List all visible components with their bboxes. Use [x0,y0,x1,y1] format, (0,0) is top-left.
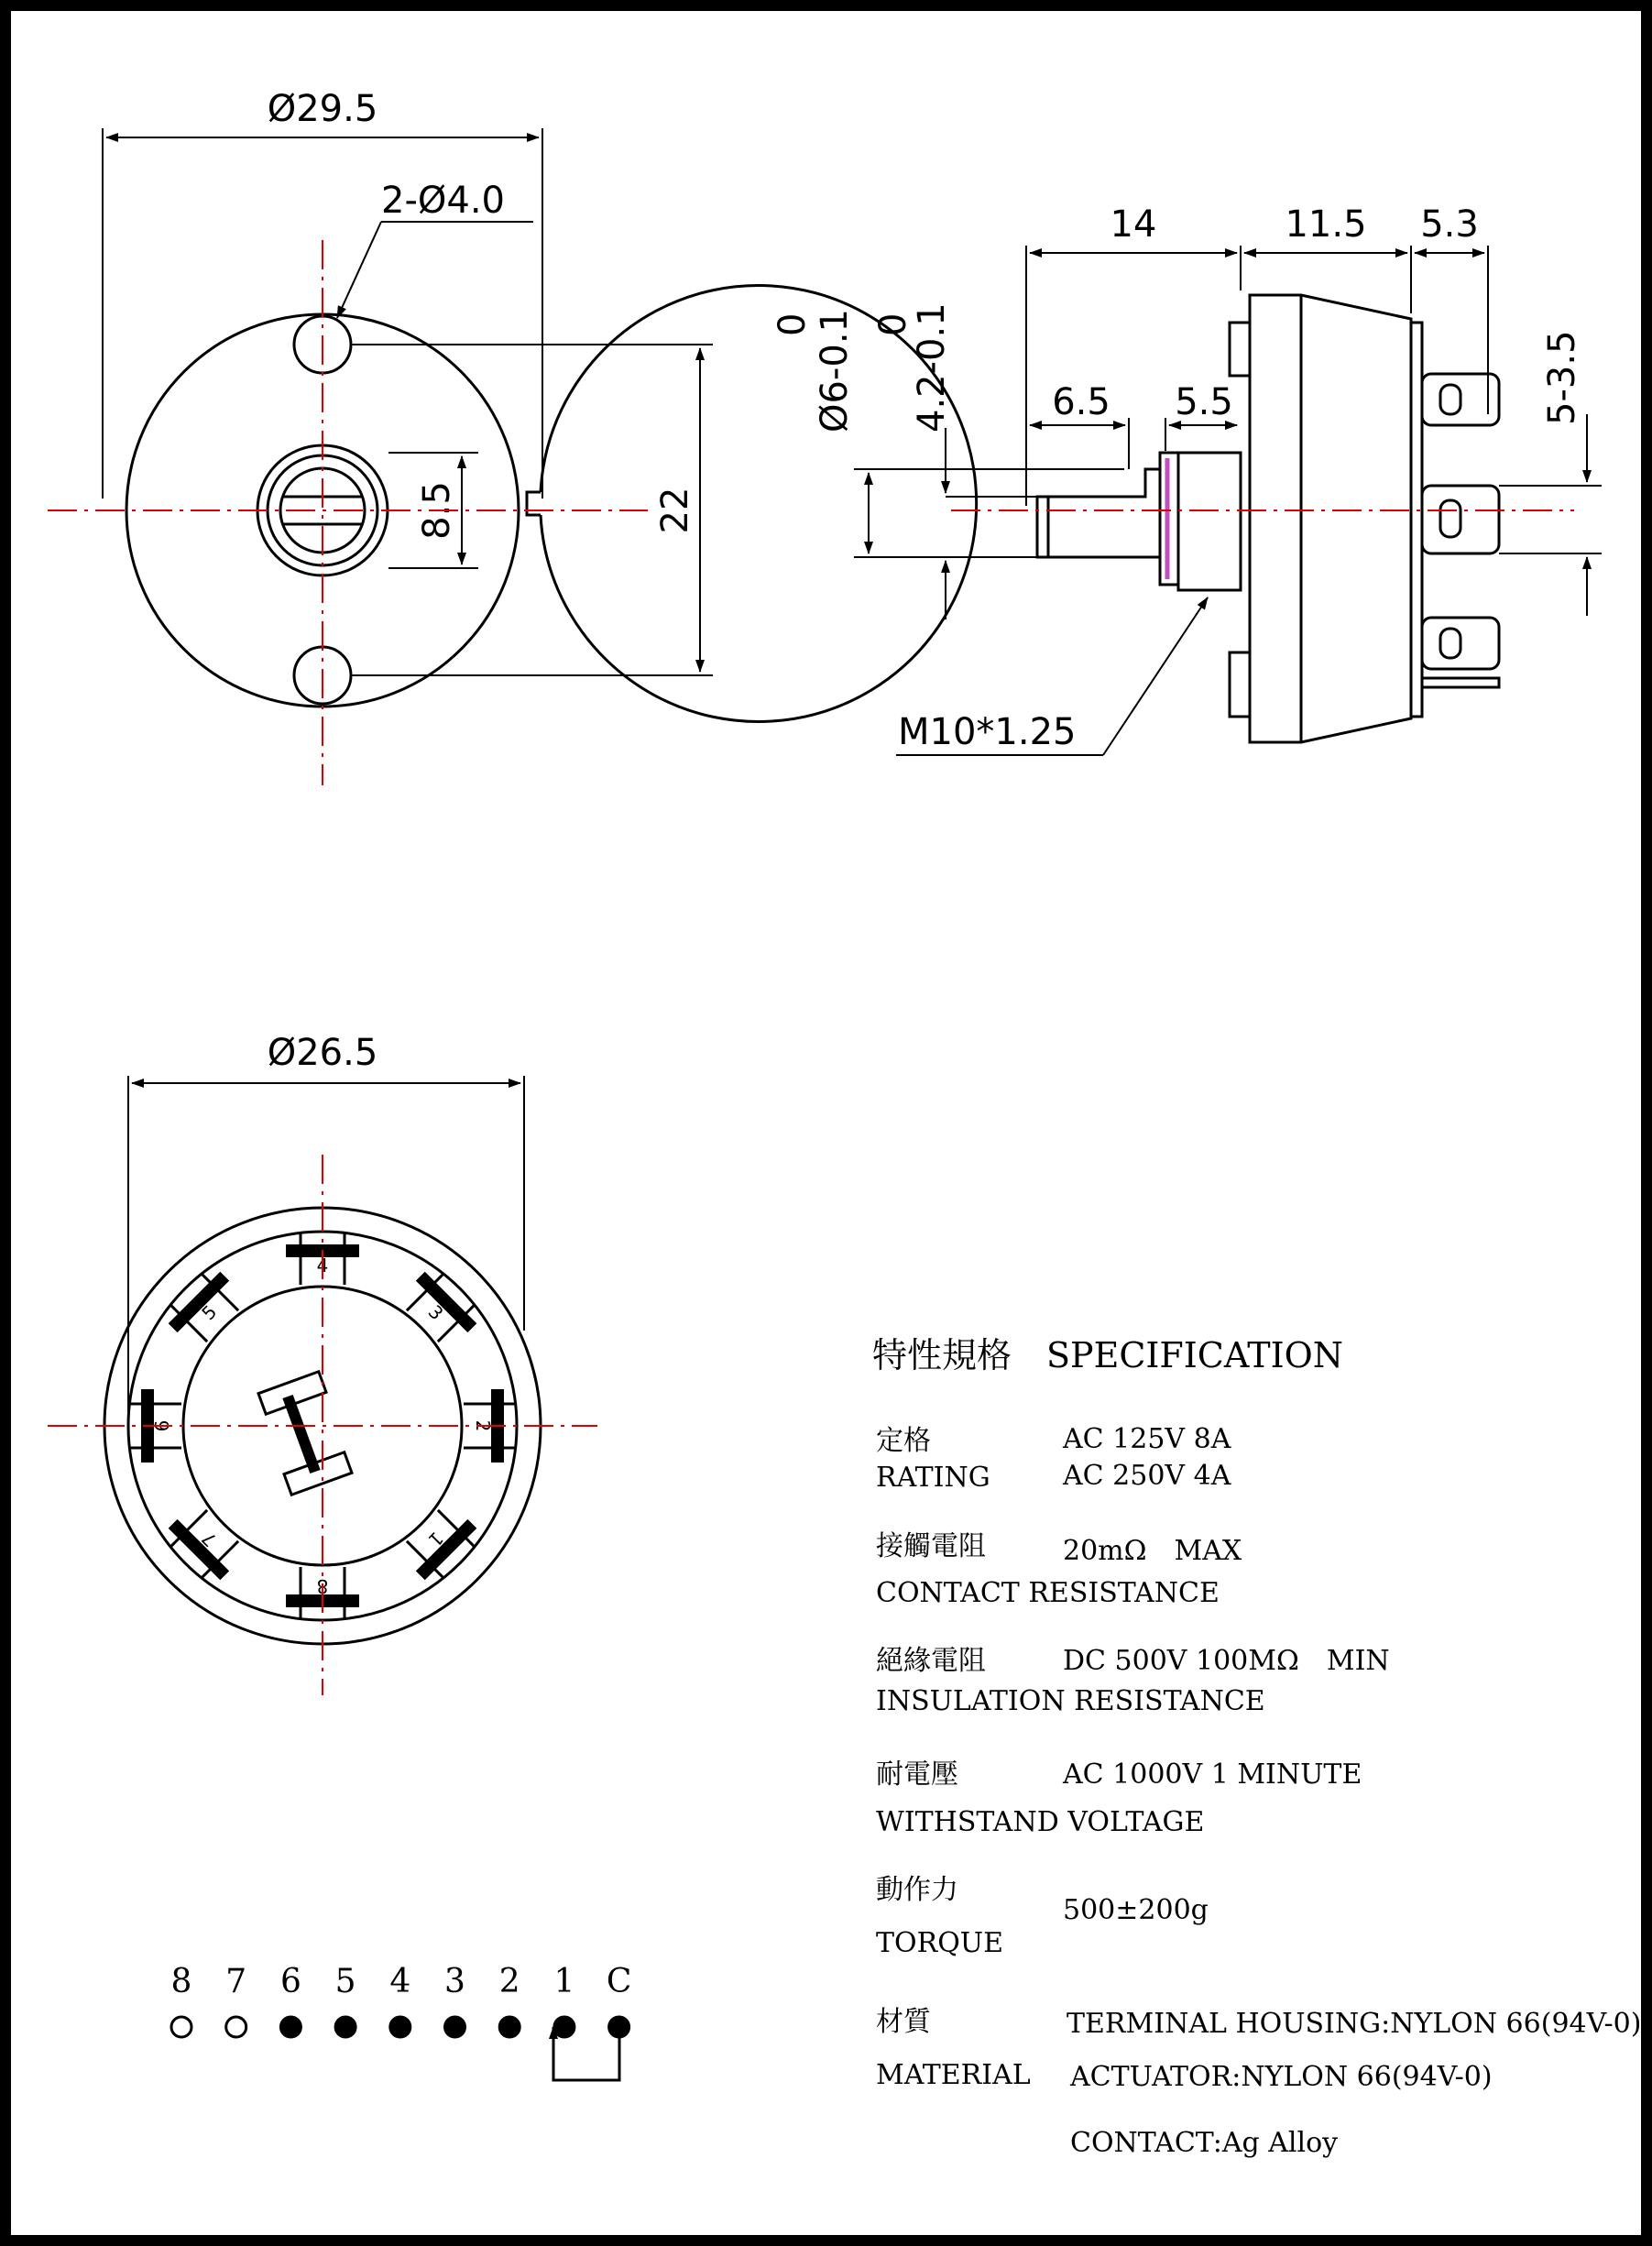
tol-shaft-diameter: Ø6-0.1 [814,309,856,433]
position-label: 5 [334,1963,356,2000]
position-label: 7 [225,1963,247,2000]
position-label: C [606,1963,632,2000]
position-label: 4 [389,1963,411,2000]
torque-value: 500±200g [1063,1894,1209,1926]
contact-dot-filled [609,2017,629,2037]
bottom-view [48,1032,597,1695]
position-label: 1 [553,1963,575,2000]
withstand-en: WITHSTAND VOLTAGE [876,1806,1205,1838]
rating-value-1: AC 125V 8A [1063,1423,1231,1455]
torque-en: TORQUE [876,1927,1003,1959]
insulation-cn: 絕緣電阻 [876,1645,986,1677]
terminal-slot [397,1264,485,1352]
dim-bushing-length: 5.5 [1175,381,1233,423]
material-contact: CONTACT:Ag Alloy [1070,2127,1339,2159]
contact-dot-filled [335,2017,356,2037]
rating-value-2: AC 250V 4A [1063,1460,1231,1492]
dim-terminal-length: 5.3 [1420,203,1479,246]
insulation-value: DC 500V 100MΩ MIN [1063,1645,1390,1677]
dim-terminal-width: 5-3.5 [1541,330,1583,425]
terminal-slot [160,1500,248,1588]
terminal-number: 7 [197,1527,222,1551]
terminal-number: 1 [423,1527,448,1551]
switch-position-schematic [171,1963,632,2080]
dim-body-length: 11.5 [1285,203,1367,246]
withstand-cn: 耐電壓 [876,1758,958,1791]
common-bridge [553,2037,619,2080]
dim-outer-diameter: Ø29.5 [267,88,378,130]
rotor-contact [258,1372,352,1495]
terminal-number: 2 [472,1419,494,1432]
dim-shaft-length: 14 [1110,203,1157,246]
bushing [1178,453,1241,590]
contact-dot-filled [554,2017,574,2037]
terminal-number: 5 [197,1300,222,1325]
contact-dot-open [226,2017,246,2037]
contact-dot-filled [390,2017,410,2037]
terminal-blade [169,1272,229,1332]
engineering-drawing [11,11,1641,2235]
contact-dot-filled [280,2017,301,2037]
material-cn: 材質 [876,2006,931,2038]
terminals [1422,374,1499,687]
dim-bottom-diameter: Ø26.5 [267,1032,378,1074]
thread-label: M10*1.25 [898,711,1077,753]
rating-cn: 定格 [876,1425,931,1457]
tol-flat-width: 4.2-0.1 [911,302,953,433]
terminal-slot [160,1264,248,1352]
dim-flat-length: 6.5 [1052,381,1110,423]
material-actuator: ACTUATOR:NYLON 66(94V-0) [1070,2061,1493,2093]
terminal-number: 6 [151,1419,173,1432]
terminal-blade [169,1519,229,1580]
contact-dot-open [171,2017,191,2037]
drawing-sheet [11,11,1641,2235]
dim-hole-pitch: 22 [654,487,696,534]
tol-flat-upper: 0 [872,312,914,336]
position-label: 2 [498,1963,520,2000]
terminal-number: 8 [316,1575,329,1597]
specification-table [872,1335,1641,2159]
rating-en: RATING [876,1462,990,1494]
dim-hole-diameter: 2-Ø4.0 [381,180,505,222]
contact-en: CONTACT RESISTANCE [876,1577,1220,1609]
terminal-number: 3 [423,1300,448,1325]
material-en: MATERIAL [876,2059,1031,2091]
dim-flat-width: 8.5 [416,481,458,540]
withstand-value: AC 1000V 1 MINUTE [1063,1758,1362,1791]
position-label: 6 [279,1963,301,2000]
terminal-number: 4 [316,1254,329,1276]
position-label: 8 [170,1963,192,2000]
contact-dot-filled [445,2017,465,2037]
contact-value: 20mΩ MAX [1063,1535,1242,1567]
position-label: 3 [444,1963,465,2000]
torque-cn: 動作力 [876,1874,958,1906]
material-housing: TERMINAL HOUSING:NYLON 66(94V-0) [1067,2008,1641,2040]
insulation-en: INSULATION RESISTANCE [876,1685,1265,1717]
top-view [48,88,977,785]
terminal-blade [416,1519,476,1580]
contact-dot-filled [499,2017,520,2037]
shaft [1037,469,1160,557]
tol-shaft-upper: 0 [771,312,814,336]
terminal-blade [416,1272,476,1332]
spec-title: 特性規格 SPECIFICATION [872,1335,1344,1375]
switch-body [1250,295,1411,742]
terminal-slot [397,1500,485,1588]
contact-cn: 接觸電阻 [876,1530,986,1562]
